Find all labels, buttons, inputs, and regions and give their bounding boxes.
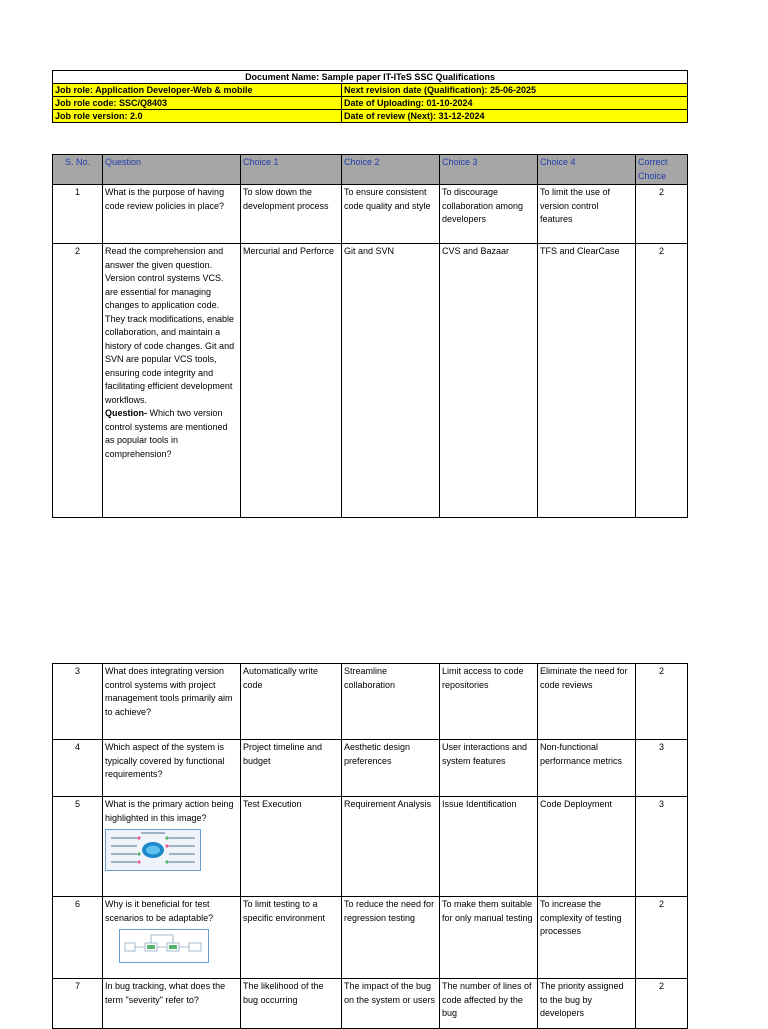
row-choice4: Eliminate the need for code reviews (538, 664, 636, 740)
row-choice1: Mercurial and Perforce (241, 244, 342, 518)
row-choice3: To make them suitable for only manual testing (440, 897, 538, 979)
question-label: Question- (105, 408, 147, 418)
job-role-version: Job role version: 2.0 (53, 110, 342, 123)
row-correct: 2 (636, 897, 688, 979)
table-row (53, 740, 688, 797)
comprehension-text: Read the comprehension and answer the given question. Version control systems VCS. are essential for managing changes to application code. They track modifications, enable collaboration, and maintain a history of code changes. Git and SVN are popular VCS tools, ensuring code integrity and facilitating efficient development workflows. (105, 246, 235, 405)
table-row (53, 664, 688, 740)
next-revision-date: Next revision date (Qualification): 25-06-2025 (342, 84, 688, 97)
col-header-correct: Correct Choice (636, 155, 688, 185)
row-choice4: Code Deployment (538, 797, 636, 897)
row-choice2: To reduce the need for regression testing (342, 897, 440, 979)
row-choice2: Streamline collaboration (342, 664, 440, 740)
col-header-choice4: Choice 4 (538, 155, 636, 185)
row-sno: 5 (53, 797, 103, 897)
flowchart-thumbnail (119, 929, 209, 963)
row-sno: 2 (53, 244, 103, 518)
col-header-question: Question (103, 155, 241, 185)
row-question: What is the purpose of having code review policies in place? (103, 185, 241, 244)
row-choice3: User interactions and system features (440, 740, 538, 797)
row-sno: 7 (53, 979, 103, 1029)
job-role-code: Job role code: SSC/Q8403 (53, 97, 342, 110)
row-choice2: Aesthetic design preferences (342, 740, 440, 797)
row-choice3: CVS and Bazaar (440, 244, 538, 518)
table-row (53, 185, 688, 244)
row-choice4: The priority assigned to the bug by developers (538, 979, 636, 1029)
row-sno: 4 (53, 740, 103, 797)
table-row (53, 897, 688, 979)
row-choice3: Issue Identification (440, 797, 538, 897)
question-text: What is the primary action being highlighted in this image? (105, 799, 234, 823)
row-question (103, 897, 241, 979)
col-header-choice1: Choice 1 (241, 155, 342, 185)
row-correct: 2 (636, 979, 688, 1029)
row-sno: 1 (53, 185, 103, 244)
question-text: Why is it beneficial for test scenarios to be adaptable? (105, 899, 214, 923)
row-sno: 3 (53, 664, 103, 740)
row-question: Which aspect of the system is typically covered by functional requirements? (103, 740, 241, 797)
row-question: In bug tracking, what does the term "severity" refer to? (103, 979, 241, 1029)
row-choice1: The likelihood of the bug occurring (241, 979, 342, 1029)
diagram-thumbnail (105, 829, 201, 871)
date-of-uploading: Date of Uploading: 01-10-2024 (342, 97, 688, 110)
document-name: Document Name: Sample paper IT-ITeS SSC Qualifications (53, 71, 688, 84)
table-row (53, 244, 688, 518)
row-choice1: To limit testing to a specific environment (241, 897, 342, 979)
row-choice3: Limit access to code repositories (440, 664, 538, 740)
row-choice4: Non-functional performance metrics (538, 740, 636, 797)
row-choice2: Git and SVN (342, 244, 440, 518)
col-header-choice3: Choice 3 (440, 155, 538, 185)
row-correct: 2 (636, 185, 688, 244)
questions-table-page1 (52, 154, 688, 518)
row-correct: 3 (636, 797, 688, 897)
row-choice2: To ensure consistent code quality and style (342, 185, 440, 244)
row-correct: 2 (636, 664, 688, 740)
row-choice4: To limit the use of version control features (538, 185, 636, 244)
row-sno: 6 (53, 897, 103, 979)
row-choice1: Automatically write code (241, 664, 342, 740)
row-question (103, 797, 241, 897)
question-text: Which two version control systems are mentioned as popular tools in comprehension? (105, 408, 228, 459)
table-header-row (53, 155, 688, 185)
col-header-choice2: Choice 2 (342, 155, 440, 185)
row-question (103, 244, 241, 518)
row-choice1: Project timeline and budget (241, 740, 342, 797)
row-choice1: Test Execution (241, 797, 342, 897)
row-choice1: To slow down the development process (241, 185, 342, 244)
row-choice2: Requirement Analysis (342, 797, 440, 897)
row-question: What does integrating version control systems with project management tools primarily aim to achieve? (103, 664, 241, 740)
questions-table-page2 (52, 663, 688, 1029)
row-choice3: The number of lines of code affected by the bug (440, 979, 538, 1029)
row-correct: 2 (636, 244, 688, 518)
document-header-table (52, 70, 688, 123)
table-row (53, 797, 688, 897)
row-choice4: To increase the complexity of testing processes (538, 897, 636, 979)
row-correct: 3 (636, 740, 688, 797)
row-choice2: The impact of the bug on the system or users (342, 979, 440, 1029)
date-of-review: Date of review (Next): 31-12-2024 (342, 110, 688, 123)
row-choice3: To discourage collaboration among developers (440, 185, 538, 244)
table-row (53, 979, 688, 1029)
job-role: Job role: Application Developer-Web & mobile (53, 84, 342, 97)
row-choice4: TFS and ClearCase (538, 244, 636, 518)
col-header-sno: S. No. (53, 155, 103, 185)
